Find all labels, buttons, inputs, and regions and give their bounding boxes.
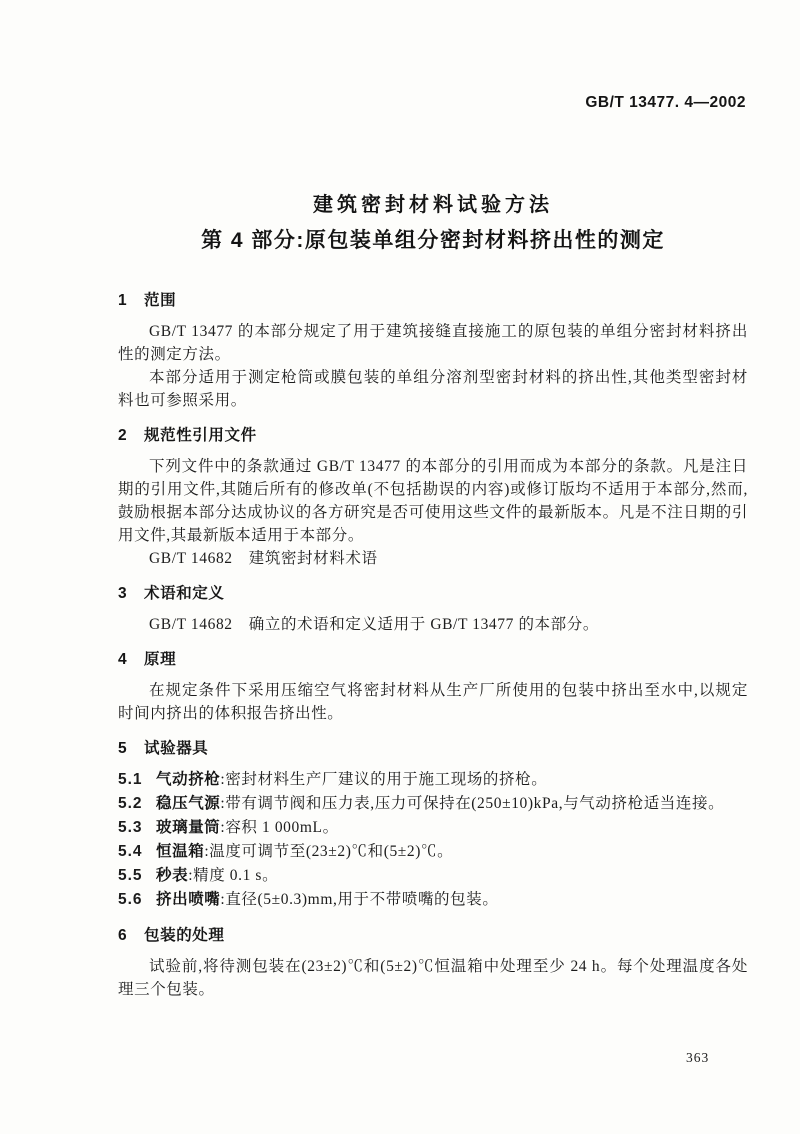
equipment-item <box>118 840 748 864</box>
item-term: 挤出喷嘴 <box>156 891 221 908</box>
equipment-item <box>118 768 748 792</box>
item-description: :容积 1 000mL。 <box>220 819 339 836</box>
section-heading-2 <box>118 424 748 447</box>
page-number: 363 <box>686 1050 710 1065</box>
item-number: 5.2 <box>118 795 143 812</box>
section-number: 5 <box>118 740 128 757</box>
item-term: 气动挤枪 <box>156 771 221 788</box>
paragraph: GB/T 13477 的本部分规定了用于建筑接缝直接施工的原包装的单组分密封材料挤出性的测定方法。 <box>118 323 748 363</box>
item-number: 5.1 <box>118 771 143 788</box>
paragraph: 本部分适用于测定枪筒或膜包装的单组分溶剂型密封材料的挤出性,其他类型密封材料也可参照采用。 <box>118 369 748 409</box>
section-title: 原理 <box>144 651 177 668</box>
equipment-item <box>118 864 748 888</box>
item-description: :精度 0.1 s。 <box>188 867 279 884</box>
item-term: 玻璃量筒 <box>156 819 221 836</box>
normative-reference: GB/T 14682 建筑密封材料术语 <box>149 550 378 567</box>
item-term: 秒表 <box>156 867 189 884</box>
equipment-item <box>118 816 748 840</box>
section-heading-3 <box>118 582 748 605</box>
doc-title <box>118 188 748 259</box>
section-title: 包装的处理 <box>144 927 225 944</box>
section-title: 术语和定义 <box>144 585 225 602</box>
section-title: 范围 <box>144 292 177 309</box>
section-heading-4 <box>118 648 748 671</box>
doc-title-line1: 建筑密封材料试验方法 <box>313 194 553 216</box>
item-description: :温度可调节至(23±2)℃和(5±2)℃。 <box>204 843 454 860</box>
content-column <box>118 0 748 1001</box>
item-number: 5.6 <box>118 891 143 908</box>
section-heading-6 <box>118 924 748 947</box>
paragraph: GB/T 14682 确立的术语和定义适用于 GB/T 13477 的本部分。 <box>149 616 599 633</box>
item-number: 5.3 <box>118 819 143 836</box>
section-heading-5 <box>118 737 748 760</box>
paragraph: 在规定条件下采用压缩空气将密封材料从生产厂所使用的包装中挤出至水中,以规定时间内挤出的体积报告挤出性。 <box>118 682 748 722</box>
equipment-item <box>118 792 748 816</box>
item-description: :带有调节阀和压力表,压力可保持在(250±10)kPa,与气动挤枪适当连接。 <box>220 795 725 812</box>
doc-code: GB/T 13477. 4—2002 <box>585 94 746 111</box>
item-description: :密封材料生产厂建议的用于施工现场的挤枪。 <box>220 771 548 788</box>
item-number: 5.4 <box>118 843 143 860</box>
section-number: 3 <box>118 585 128 602</box>
section-number: 1 <box>118 292 128 309</box>
section-number: 2 <box>118 427 128 444</box>
section-number: 4 <box>118 651 128 668</box>
item-term: 恒温箱 <box>156 843 205 860</box>
item-term: 稳压气源 <box>156 795 221 812</box>
section-heading-1 <box>118 289 748 312</box>
section-title: 规范性引用文件 <box>144 427 257 444</box>
item-number: 5.5 <box>118 867 143 884</box>
paragraph: 试验前,将待测包装在(23±2)℃和(5±2)℃恒温箱中处理至少 24 h。每个处理温度各处理三个包装。 <box>118 958 748 998</box>
paragraph: 下列文件中的条款通过 GB/T 13477 的本部分的引用而成为本部分的条款。凡是注日期的引用文件,其随后所有的修改单(不包括勘误的内容)或修订版均不适用于本部分,然而,鼓励根据本部分达成协议的各方研究是否可使用这些文件的最新版本。凡是不注日期的引用文件,其最新版本适用于本部分。 <box>118 458 748 544</box>
equipment-item <box>118 888 748 912</box>
section-number: 6 <box>118 927 128 944</box>
section-title: 试验器具 <box>144 740 209 757</box>
item-description: :直径(5±0.3)mm,用于不带喷嘴的包装。 <box>220 891 499 908</box>
doc-title-line2: 第 4 部分:原包装单组分密封材料挤出性的测定 <box>201 229 665 252</box>
